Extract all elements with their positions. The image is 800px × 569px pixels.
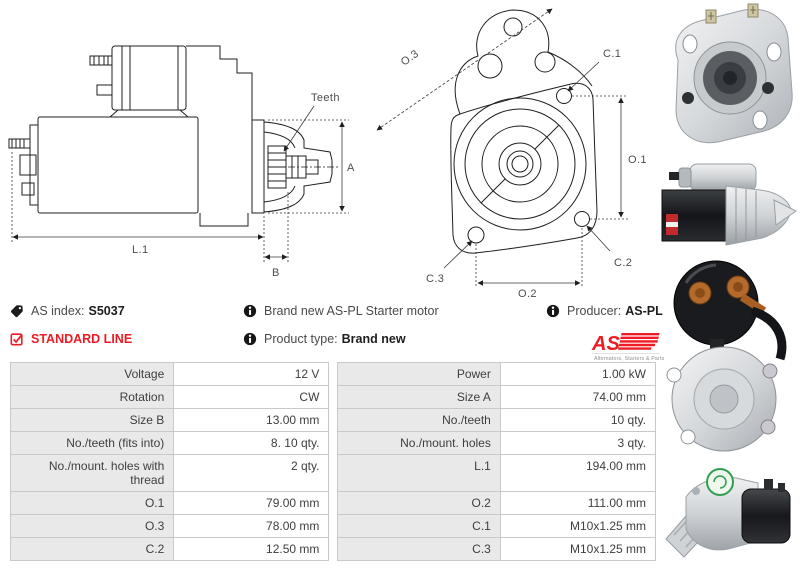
spec-label-cell: C.1: [337, 515, 500, 538]
spec-value-cell: 1.00 kW: [500, 363, 655, 386]
table-gap: [329, 515, 337, 538]
spec-label-cell: No./mount. holes: [337, 432, 500, 455]
product-photo-gallery: [656, 0, 800, 569]
spec-value-cell: 13.00 mm: [174, 409, 329, 432]
producer-info-block: [546, 303, 664, 363]
spec-label-cell: O.2: [337, 492, 500, 515]
info-icon: [546, 304, 560, 318]
photo-angle-view[interactable]: [656, 455, 800, 569]
spec-row: [11, 363, 656, 386]
description-text: Brand new AS-PL Starter motor: [264, 304, 439, 318]
spec-label-cell: O.1: [11, 492, 174, 515]
spec-row: [11, 455, 656, 492]
photo-side-view[interactable]: [656, 158, 800, 253]
spec-label-cell: C.2: [11, 538, 174, 561]
table-gap: [329, 409, 337, 432]
info-icon: [243, 332, 257, 346]
producer-value: AS-PL: [625, 304, 663, 318]
product-type-line: [243, 331, 439, 347]
logo-tagline: Alternators, Starters & Parts: [594, 356, 664, 362]
o3-dim-label: O.3: [398, 47, 422, 69]
spec-value-cell: 78.00 mm: [174, 515, 329, 538]
table-gap: [329, 432, 337, 455]
tag-icon: [10, 304, 24, 318]
as-pl-logo: [590, 331, 664, 363]
l1-dim-label: L.1: [132, 244, 149, 256]
info-icon: [243, 304, 257, 318]
spec-label-cell: No./teeth (fits into): [11, 432, 174, 455]
starter-side-view-drawing: [0, 0, 356, 296]
spec-label-cell: L.1: [337, 455, 500, 492]
spec-label-cell: Size A: [337, 386, 500, 409]
spec-label-cell: Voltage: [11, 363, 174, 386]
as-index-label: AS index:: [31, 304, 85, 318]
spec-row: [11, 386, 656, 409]
standard-line-label: STANDARD LINE: [31, 332, 133, 346]
table-gap: [329, 492, 337, 515]
checkbox-checked-icon: [10, 332, 24, 346]
spec-row: [11, 492, 656, 515]
spec-label-cell: Rotation: [11, 386, 174, 409]
a-dim-label: A: [347, 162, 355, 174]
table-gap: [329, 363, 337, 386]
table-gap: [329, 386, 337, 409]
spec-row: [11, 538, 656, 561]
b-dim-label: B: [272, 267, 280, 279]
spec-row: [11, 515, 656, 538]
product-type-value: Brand new: [341, 332, 406, 346]
spec-value-cell: M10x1.25 mm: [500, 515, 655, 538]
spec-value-cell: 12.50 mm: [174, 538, 329, 561]
as-index-value: S5037: [88, 304, 125, 318]
logo-text: AS: [592, 333, 620, 355]
spec-label-cell: C.3: [337, 538, 500, 561]
spec-value-cell: 12 V: [174, 363, 329, 386]
spec-value-cell: 2 qty.: [174, 455, 329, 492]
table-gap: [329, 538, 337, 561]
spec-value-cell: 111.00 mm: [500, 492, 655, 515]
spec-value-cell: 8. 10 qty.: [174, 432, 329, 455]
c1-dim-label: C.1: [603, 48, 622, 60]
photo-rear-solenoid-view[interactable]: [656, 253, 800, 455]
photo-front-view[interactable]: [656, 0, 800, 158]
producer-line: [546, 303, 664, 319]
starter-front-view-drawing: [356, 0, 660, 300]
o1-dim-label: O.1: [628, 154, 647, 166]
spec-label-cell: Size B: [11, 409, 174, 432]
teeth-dim-label: Teeth: [311, 92, 340, 104]
spec-value-cell: 10 qty.: [500, 409, 655, 432]
spec-row: [11, 409, 656, 432]
description-line: [243, 303, 439, 319]
spec-value-cell: 74.00 mm: [500, 386, 655, 409]
spec-label-cell: Power: [337, 363, 500, 386]
table-gap: [329, 455, 337, 492]
spec-value-cell: M10x1.25 mm: [500, 538, 655, 561]
index-info-block: [10, 303, 132, 359]
c2-dim-label: C.2: [614, 257, 633, 269]
standard-line-badge[interactable]: [10, 331, 132, 347]
product-type-label: Product type:: [264, 332, 338, 346]
c3-dim-label: C.3: [426, 273, 445, 285]
spec-value-cell: CW: [174, 386, 329, 409]
spec-row: [11, 432, 656, 455]
producer-label: Producer:: [567, 304, 622, 318]
description-info-block: [243, 303, 439, 359]
spec-label-cell: O.3: [11, 515, 174, 538]
spec-value-cell: 3 qty.: [500, 432, 655, 455]
spec-label-cell: No./mount. holes with thread: [11, 455, 174, 492]
spec-table: [10, 362, 656, 561]
o2-dim-label: O.2: [518, 288, 537, 300]
spec-value-cell: 194.00 mm: [500, 455, 655, 492]
spec-value-cell: 79.00 mm: [174, 492, 329, 515]
as-index-line: [10, 303, 132, 319]
spec-label-cell: No./teeth: [337, 409, 500, 432]
